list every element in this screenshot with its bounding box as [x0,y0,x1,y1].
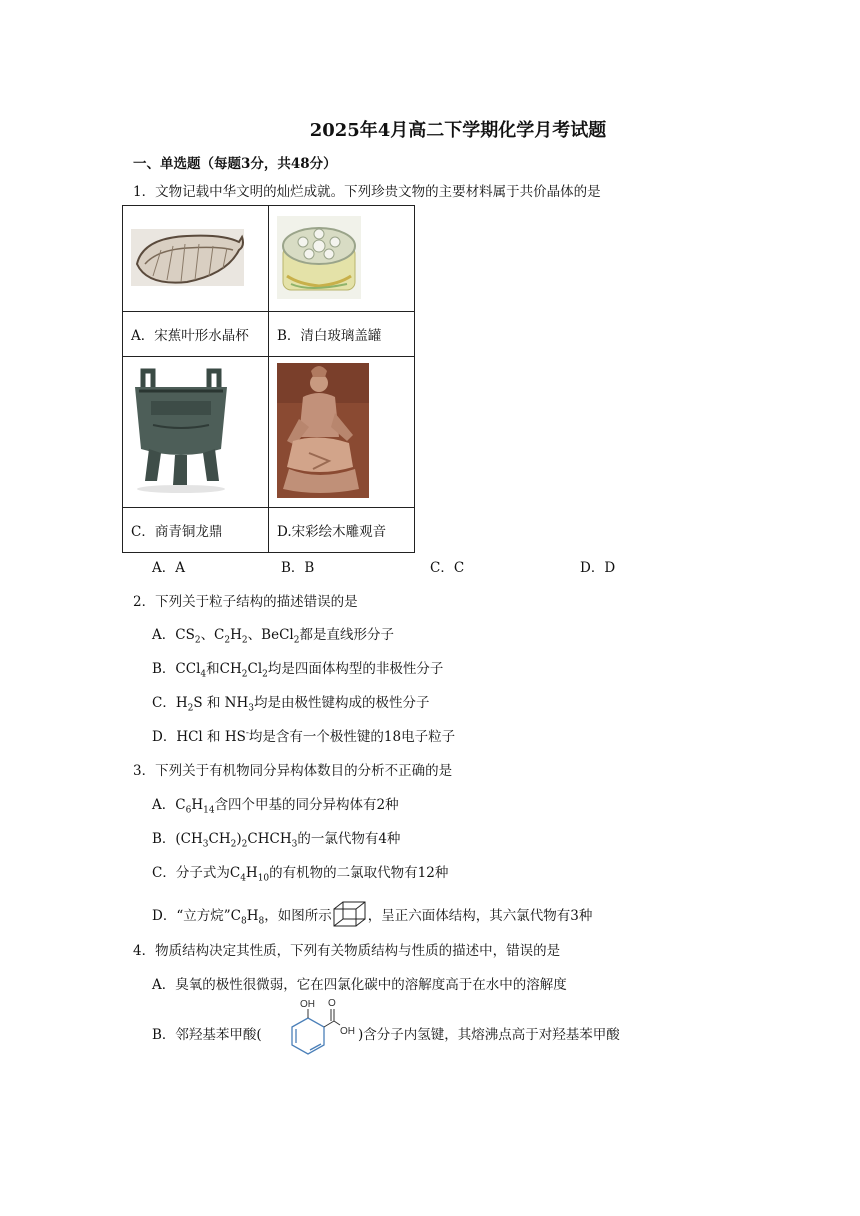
artifact-table [122,205,415,553]
q2-option-b-text: 均是四面体构型的非极性分子 [267,661,444,677]
q3-option-c: C．分子式为$C_4H_{10}$的有机物的二氯取代物有12种 [152,865,449,884]
q2-option-c: C．$H_2S$ 和 $NH_3$均是由极性键构成的极性分子 [152,695,430,714]
q3-option-d-head: D．“立方烷” [152,908,231,924]
q2-option-b: B．CCl$_4$和$CH_2Cl_2$均是四面体构型的非极性分子 [152,661,444,680]
cell-a-caption: A．宋蕉叶形水晶杯 [123,312,269,357]
glass-jar-photo [269,206,414,307]
question-4-stem: 4．物质结构决定其性质，下列有关物质结构与性质的描述中，错误的是 [133,943,561,959]
salicylic-acid-structure-icon [270,997,360,1065]
q3-option-c-head: C．分子式为 [152,865,230,881]
q2-option-d-and: 和 [207,729,221,745]
q3-option-a: A．$C_6H_{14}$含四个甲基的同分异构体有2种 [152,797,399,816]
q2-option-a: A．$CS_2$、$C_2H_2$、BeCl$_2$都是直线形分子 [152,627,394,646]
cell-b-image [269,206,415,312]
question-3-stem: 3．下列关于有机物同分异构体数目的分析不正确的是 [133,763,453,779]
q2-option-c-text: 均是由极性键构成的极性分子 [254,695,430,711]
page-title: 2025年4月高二下学期化学月考试题 [309,120,607,141]
cell-c-caption: C．商青铜龙鼎 [123,508,269,553]
q2-option-d: D．HCl 和 HS-均是含有一个极性键的18电子粒子 [152,728,456,745]
o-label: O [328,998,336,1009]
cubane-cube-icon [332,900,368,928]
q3-option-d: D．“立方烷$”C_8H_8$，如图所示 ，呈正六面体结构，其六氯代物有3种 [152,900,592,928]
oh2-label: OH [340,1026,355,1037]
q4-option-a: A．臭氧的极性很微弱，它在四氯化碳中的溶解度高于在水中的溶解度 [152,977,567,993]
q2-option-c-and: 和 [206,695,221,711]
q3-option-a-text: 含四个甲基的同分异构体有2种 [214,797,399,813]
q1-choice-a: A．A [152,560,185,576]
q4-option-b-head: B．邻羟基苯甲酸( [152,1027,262,1043]
cell-c-image [123,357,269,508]
q2-option-b-and: 和 [206,661,220,677]
oh-label: OH [300,999,315,1010]
bronze-ding-photo [123,357,268,503]
question-2-stem: 2．下列关于粒子结构的描述错误的是 [133,594,358,610]
q2-option-a-text: 都是直线形分子 [299,627,394,643]
crystal-cup-photo [123,206,268,307]
q3-option-b: B．$(CH_3CH_2)_2CHCH_3$的一氯代物有4种 [152,831,401,850]
wood-guanyin-photo [269,357,414,503]
q2-option-d-text: 均是含有一个极性键的18电子粒子 [248,729,456,745]
q1-choice-d: D．D [580,560,616,576]
cell-d-caption: D.宋彩绘木雕观音 [269,508,415,553]
q3-option-c-text: 的有机物的二氯取代物有12种 [269,865,449,881]
q3-option-d-text: ，呈正六面体结构，其六氯代物有3种 [367,908,593,924]
cell-b-caption: B．清白玻璃盖罐 [269,312,415,357]
cell-a-image [123,206,269,312]
q1-choice-c: C．C [430,560,465,576]
q1-choice-b: B．B [281,560,315,576]
question-1-stem: 1．文物记载中华文明的灿烂成就。下列珍贵文物的主要材料属于共价晶体的是 [133,184,601,200]
q3-option-d-mid: ，如图所示 [264,908,332,924]
q3-option-b-text: 的一氯代物有4种 [297,831,401,847]
q4-option-b-tail: )含分子内氢键，其熔沸点高于对羟基苯甲酸 [358,1027,620,1043]
cell-d-image [269,357,415,508]
section-heading: 一、单选题（每题3分，共48分） [133,156,337,172]
